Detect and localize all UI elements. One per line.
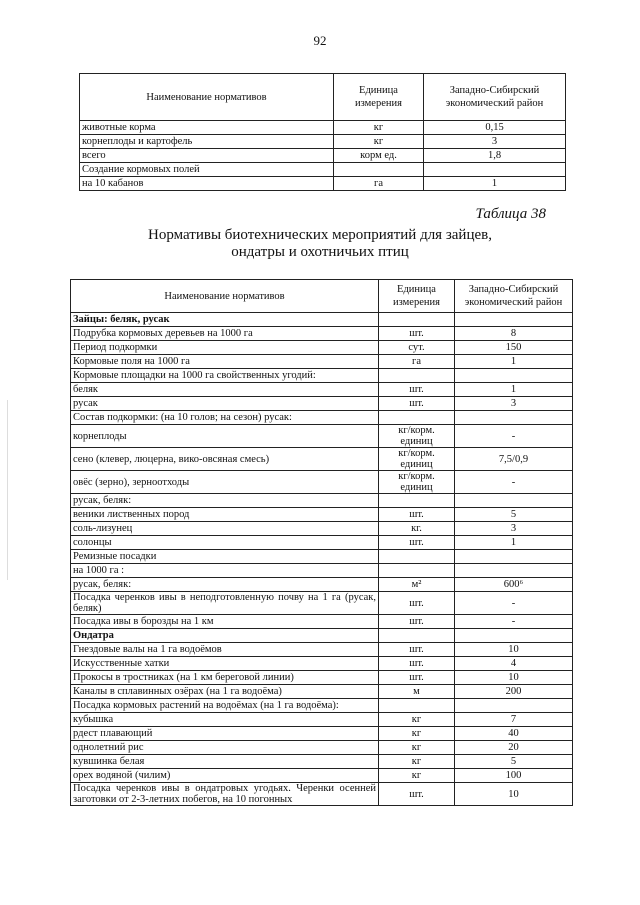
cell-name: русак, беляк:	[71, 494, 379, 508]
header-name: Наименование нормативов	[71, 280, 379, 313]
cell-value	[455, 699, 573, 713]
cell-name: сено (клевер, люцерна, вико-овсяная смесь)	[71, 448, 379, 471]
table-row	[71, 355, 573, 369]
cell-name: Посадка кормовых растений на водоёмах (на 1 га водоёма):	[71, 699, 379, 713]
table-row	[71, 592, 573, 615]
cell-value	[455, 369, 573, 383]
table-row	[71, 755, 573, 769]
cell-name: Посадка ивы в борозды на 1 км	[71, 615, 379, 629]
cell-value: 1	[455, 536, 573, 550]
table-row	[71, 448, 573, 471]
table-row	[71, 685, 573, 699]
cell-value: 20	[455, 741, 573, 755]
cell-name: Создание кормовых полей	[80, 163, 334, 177]
cell-unit: кг/корм. единиц	[379, 471, 455, 494]
cell-name: орех водяной (чилим)	[71, 769, 379, 783]
cell-unit: шт.	[379, 783, 455, 806]
cell-name: корнеплоды	[71, 425, 379, 448]
cell-value: 0,15	[424, 121, 566, 135]
cell-name: кубышка	[71, 713, 379, 727]
cell-unit: шт.	[379, 327, 455, 341]
cell-unit	[379, 411, 455, 425]
table-row	[71, 536, 573, 550]
cell-value: 1,8	[424, 149, 566, 163]
cell-value: 8	[455, 327, 573, 341]
cell-value: 1	[455, 383, 573, 397]
cell-unit: сут.	[379, 341, 455, 355]
table-2	[70, 279, 573, 806]
cell-name: на 10 кабанов	[80, 177, 334, 191]
cell-name: кувшинка белая	[71, 755, 379, 769]
cell-name: русак, беляк:	[71, 578, 379, 592]
table-row	[71, 341, 573, 355]
cell-unit: шт.	[379, 643, 455, 657]
header-name: Наименование нормативов	[80, 74, 334, 121]
table-row	[80, 121, 566, 135]
cell-name: солонцы	[71, 536, 379, 550]
cell-value: -	[455, 592, 573, 615]
table-header-row	[80, 74, 566, 121]
table-header-row	[71, 280, 573, 313]
cell-value: 150	[455, 341, 573, 355]
cell-name: беляк	[71, 383, 379, 397]
cell-name: Состав подкормки: (на 10 голов; на сезон) русак:	[71, 411, 379, 425]
table-caption: Таблица 38	[475, 206, 546, 222]
cell-unit	[379, 494, 455, 508]
page-number: 92	[313, 33, 327, 48]
cell-name: однолетний рис	[71, 741, 379, 755]
table-row	[71, 471, 573, 494]
cell-name: Каналы в сплавинных озёрах (на 1 га водоёма)	[71, 685, 379, 699]
cell-value: 40	[455, 727, 573, 741]
table-1	[79, 73, 566, 191]
table-row	[71, 397, 573, 411]
header-unit: Единица измерения	[334, 74, 424, 121]
table-row	[71, 411, 573, 425]
cell-name: рдест плавающий	[71, 727, 379, 741]
cell-unit: кг	[379, 755, 455, 769]
cell-unit	[379, 313, 455, 327]
cell-value: -	[455, 425, 573, 448]
table-row	[80, 177, 566, 191]
table-row	[71, 564, 573, 578]
cell-unit: шт.	[379, 383, 455, 397]
table-row	[80, 163, 566, 177]
table-row	[71, 522, 573, 536]
table-row	[71, 657, 573, 671]
table-row	[71, 727, 573, 741]
cell-unit: шт.	[379, 657, 455, 671]
cell-unit	[379, 564, 455, 578]
table-row	[71, 783, 573, 806]
cell-value: 5	[455, 508, 573, 522]
table-row	[71, 508, 573, 522]
table-row	[71, 713, 573, 727]
cell-unit: кг	[334, 135, 424, 149]
table-row	[71, 615, 573, 629]
cell-name: Прокосы в тростниках (на 1 км береговой линии)	[71, 671, 379, 685]
cell-unit: м²	[379, 578, 455, 592]
cell-unit	[379, 369, 455, 383]
cell-unit	[379, 629, 455, 643]
cell-name: на 1000 га :	[71, 564, 379, 578]
cell-value: 3	[455, 397, 573, 411]
cell-unit	[334, 163, 424, 177]
cell-value: 1	[455, 355, 573, 369]
cell-unit: кг/корм. единиц	[379, 425, 455, 448]
table-row	[71, 327, 573, 341]
cell-name: Гнездовые валы на 1 га водоёмов	[71, 643, 379, 657]
cell-unit: кг	[379, 741, 455, 755]
cell-value: 1	[424, 177, 566, 191]
cell-unit	[379, 699, 455, 713]
table-row	[71, 769, 573, 783]
cell-value: 7	[455, 713, 573, 727]
cell-name: всего	[80, 149, 334, 163]
cell-value	[455, 629, 573, 643]
table-row	[71, 369, 573, 383]
cell-unit: га	[334, 177, 424, 191]
cell-name: Кормовые площадки на 1000 га свойственных угодий:	[71, 369, 379, 383]
scan-margin-line	[7, 400, 8, 580]
cell-value: 10	[455, 783, 573, 806]
header-region: Западно-Сибирский экономический район	[455, 280, 573, 313]
cell-unit: га	[379, 355, 455, 369]
table-row	[71, 494, 573, 508]
cell-name: Посадка черенков ивы в неподготовленную почву на 1 га (русак, беляк)	[71, 592, 379, 615]
cell-unit: кг	[379, 713, 455, 727]
cell-name: Ремизные посадки	[71, 550, 379, 564]
table-row	[80, 135, 566, 149]
cell-name: веники лиственных пород	[71, 508, 379, 522]
table-title: Нормативы биотехнических мероприятий для зайцев, ондатры и охотничьих птиц	[148, 227, 492, 260]
table-row	[71, 629, 573, 643]
cell-value: 10	[455, 671, 573, 685]
cell-value: 100	[455, 769, 573, 783]
cell-value: 4	[455, 657, 573, 671]
cell-unit: кг.	[379, 522, 455, 536]
table-row	[71, 550, 573, 564]
cell-name: Искусственные хатки	[71, 657, 379, 671]
cell-value: 3	[455, 522, 573, 536]
cell-value: -	[455, 615, 573, 629]
table-row	[71, 313, 573, 327]
cell-name: Кормовые поля на 1000 га	[71, 355, 379, 369]
table-row	[71, 741, 573, 755]
table-row	[71, 699, 573, 713]
cell-value: 200	[455, 685, 573, 699]
cell-unit: шт.	[379, 508, 455, 522]
cell-name: Период подкормки	[71, 341, 379, 355]
cell-value: -	[455, 471, 573, 494]
cell-value: 5	[455, 755, 573, 769]
cell-unit: кг/корм. единиц	[379, 448, 455, 471]
cell-name: Подрубка кормовых деревьев на 1000 га	[71, 327, 379, 341]
cell-value: 3	[424, 135, 566, 149]
cell-name: соль-лизунец	[71, 522, 379, 536]
cell-unit: кг	[379, 727, 455, 741]
table-row	[71, 383, 573, 397]
cell-unit: шт.	[379, 592, 455, 615]
cell-unit: м	[379, 685, 455, 699]
cell-value: 7,5/0,9	[455, 448, 573, 471]
cell-unit: шт.	[379, 397, 455, 411]
header-region: Западно-Сибирский экономический район	[424, 74, 566, 121]
cell-value	[455, 550, 573, 564]
cell-unit: шт.	[379, 615, 455, 629]
cell-value	[455, 313, 573, 327]
cell-value	[455, 494, 573, 508]
cell-value	[424, 163, 566, 177]
cell-name: животные корма	[80, 121, 334, 135]
table-row	[71, 578, 573, 592]
cell-unit: кг	[379, 769, 455, 783]
cell-name: русак	[71, 397, 379, 411]
cell-value: 600⁶	[455, 578, 573, 592]
cell-name: Ондатра	[71, 629, 379, 643]
table-row	[80, 149, 566, 163]
cell-name: корнеплоды и картофель	[80, 135, 334, 149]
header-unit: Единица измерения	[379, 280, 455, 313]
cell-value: 10	[455, 643, 573, 657]
table-row	[71, 425, 573, 448]
cell-unit: шт.	[379, 536, 455, 550]
cell-name: Зайцы: беляк, русак	[71, 313, 379, 327]
cell-unit: шт.	[379, 671, 455, 685]
cell-name: Посадка черенков ивы в ондатровых угодьях. Черенки осенней заготовки от 2-3-летних побегов, на 10 погонных	[71, 783, 379, 806]
cell-name: овёс (зерно), зерноотходы	[71, 471, 379, 494]
cell-value	[455, 564, 573, 578]
cell-unit	[379, 550, 455, 564]
cell-unit: кг	[334, 121, 424, 135]
cell-value	[455, 411, 573, 425]
table-row	[71, 643, 573, 657]
table-row	[71, 671, 573, 685]
cell-unit: корм ед.	[334, 149, 424, 163]
